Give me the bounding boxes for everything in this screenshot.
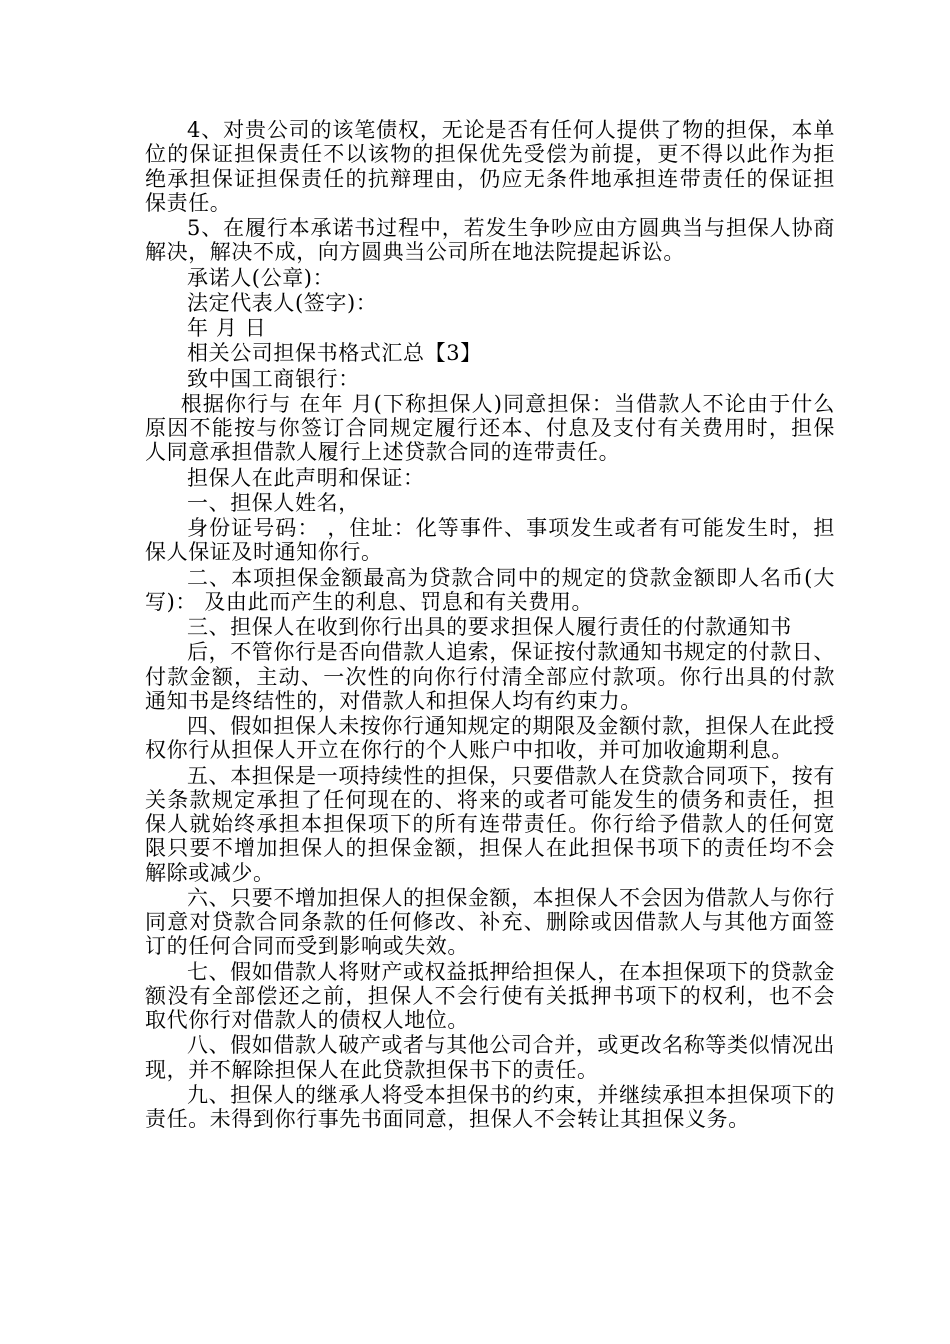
paragraph-item-7: 七、假如借款人将财产或权益抵押给担保人，在本担保项下的贷款金额没有全部偿还之前，担保人不会行使有关抵押书项下的权利，也不会取代你行对借款人的债权人地位。 [145,959,835,1032]
paragraph-item-9: 九、担保人的继承人将受本担保书的约束，并继续承担本担保项下的责任。未得到你行事先书面同意，担保人不会转让其担保义务。 [145,1082,835,1131]
paragraph-declaration: 担保人在此声明和保证： [187,465,425,490]
legal-rep-signature-line: 法定代表人(签字)： [187,290,378,315]
paragraph-item-1: 一、担保人姓名， [187,490,360,515]
paragraph-id-address: 身份证号码： ，住址：化等事件、事项发生或者有可能发生时，担保人保证及时通知你行。 [145,516,835,565]
paragraph-item-4: 四、假如担保人未按你行通知规定的期限及金额付款，担保人在此授权你行从担保人开立在你行的个人账户中扣收，并可加收逾期利息。 [145,714,835,763]
paragraph-item-3-continued: 后，不管你行是否向借款人追索，保证按付款通知书规定的付款日、付款金额，主动、一次性的向你行付清全部应付款项。你行出具的付款通知书是终结性的，对借款人和担保人均有约束力。 [145,640,835,713]
paragraph-clause-5: 5、在履行本承诺书过程中，若发生争吵应由方圆典当与担保人协商解决，解决不成，向方圆典当公司所在地法院提起诉讼。 [145,216,835,265]
section-heading: 相关公司担保书格式汇总【3】 [187,341,482,366]
paragraph-item-3: 三、担保人在收到你行出具的要求担保人履行责任的付款通知书 [187,615,792,639]
paragraph-item-8: 八、假如借款人破产或者与其他公司合并，或更改名称等类似情况出现，并不解除担保人在此贷款担保书下的责任。 [145,1033,835,1082]
paragraph-guarantee-intro: 根据你行与 在年 月(下称担保人)同意担保：当借款人不论由于什么原因不能按与你签订合同规定履行还本、付息及支付有关费用时，担保人同意承担借款人履行上述贷款合同的连带责任。 [145,391,835,465]
paragraph-item-6: 六、只要不增加担保人的担保金额，本担保人不会因为借款人与你行同意对贷款合同条款的任何修改、补充、删除或因借款人与其他方面签订的任何合同而受到影响或失效。 [145,885,835,959]
date-line: 年 月 日 [187,316,267,340]
document-body [145,118,835,1131]
paragraph-item-2: 二、本项担保金额最高为贷款合同中的规定的贷款金额即人名币(大写)： 及由此而产生的利息、罚息和有关费用。 [145,565,835,614]
salutation: 致中国工商银行： [187,366,360,391]
paragraph-clause-4: 4、对贵公司的该笔债权，无论是否有任何人提供了物的担保，本单位的保证担保责任不以该物的担保优先受偿为前提，更不得以此作为拒绝承担保证担保责任的抗辩理由，仍应无条件地承担连带责任的保证担保责任。 [145,118,835,215]
promisor-seal-line: 承诺人(公章)： [187,265,335,290]
paragraph-item-5: 五、本担保是一项持续性的担保，只要借款人在贷款合同项下，按有关条款规定承担了任何现在的、将来的或者可能发生的债务和责任，担保人就始终承担本担保项下的所有连带责任。你行给予借款人的任何宽限只要不增加担保人的担保金额，担保人在此担保书项下的责任均不会解除或减少。 [145,763,835,885]
